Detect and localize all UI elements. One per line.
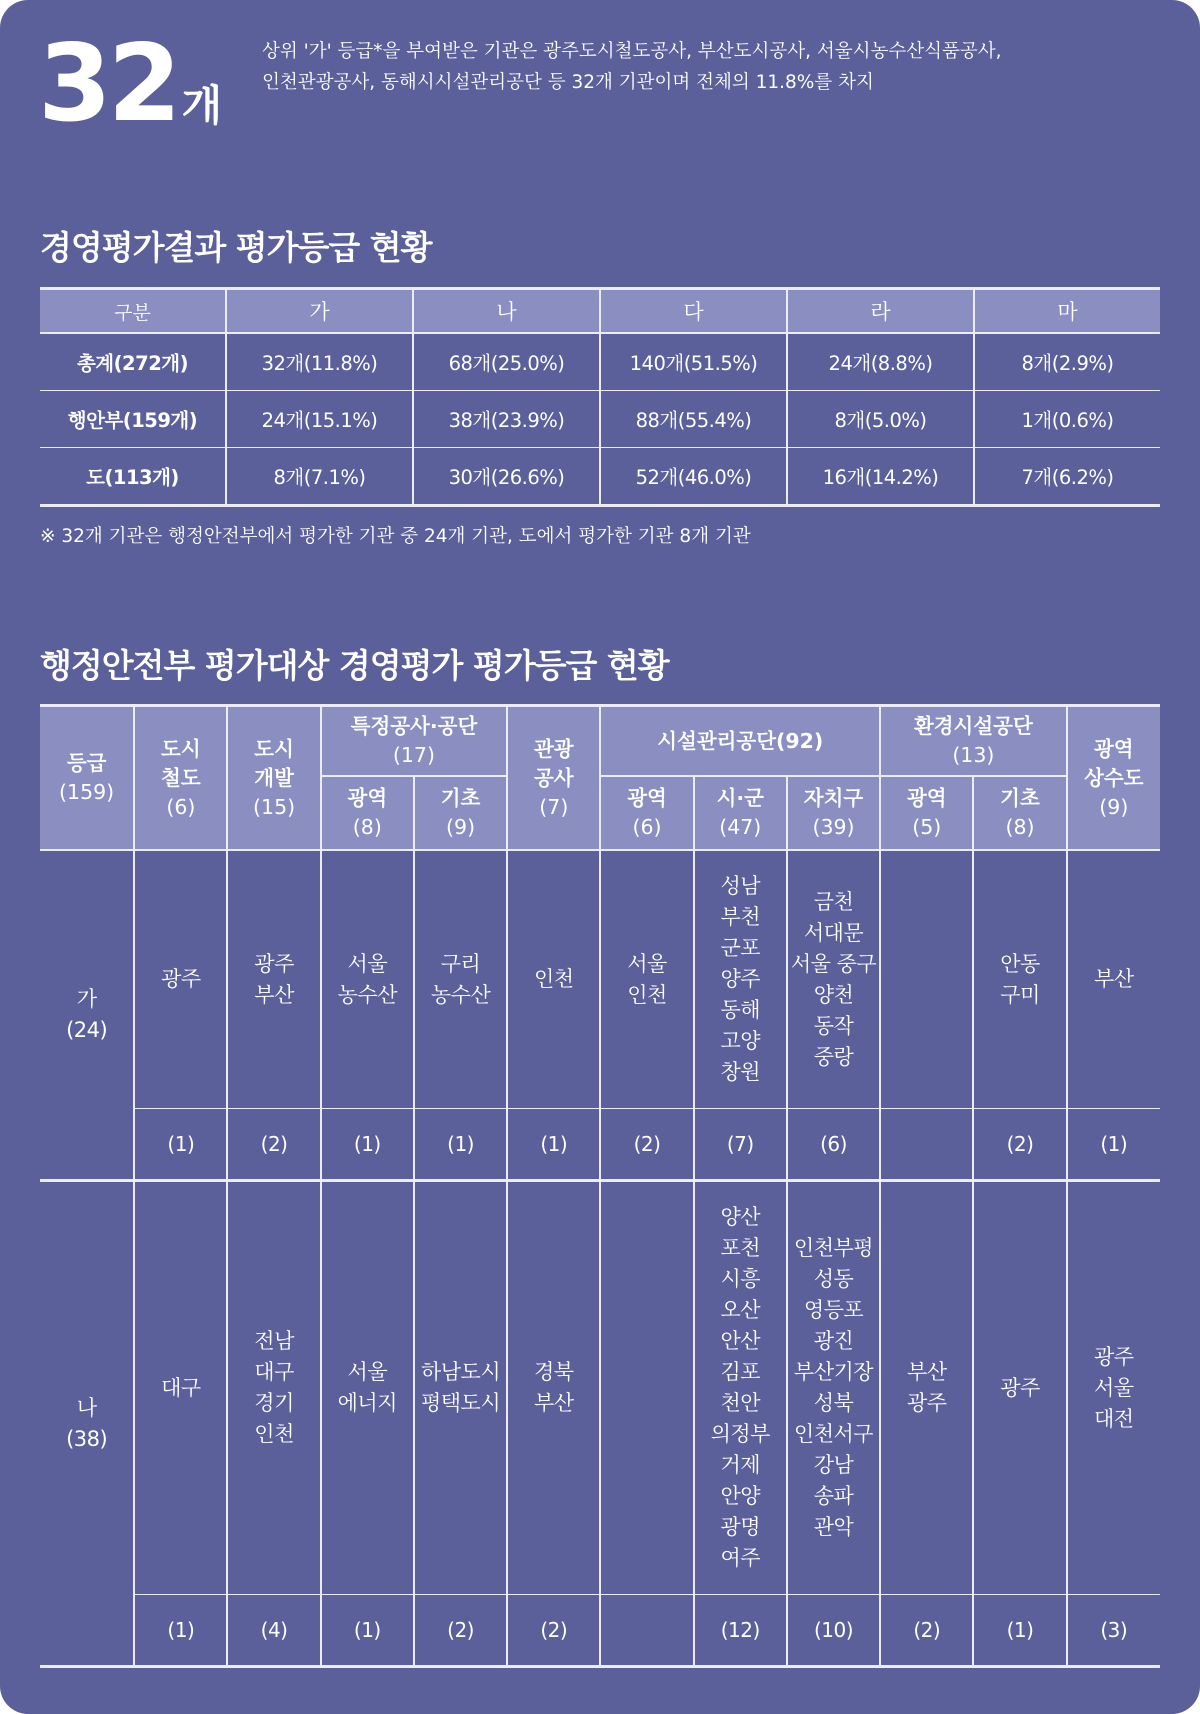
- grade-count: (38): [66, 1426, 108, 1451]
- org-name: 포천: [720, 1236, 761, 1260]
- row-label: 총계(272개): [40, 333, 226, 391]
- header-text: 상수도: [1084, 765, 1144, 790]
- org-cell: [134, 1181, 227, 1595]
- header-facility-city: [694, 776, 787, 850]
- org-count: (2): [227, 1109, 320, 1181]
- header-count: (6): [632, 815, 662, 839]
- highlight-unit: 개: [181, 81, 223, 130]
- section2-title: 행정안전부 평가대상 경영평가 평가등급 현황: [40, 646, 669, 685]
- org-cell: [227, 850, 320, 1109]
- table-cell: 8개(2.9%): [974, 333, 1160, 391]
- org-cell: [134, 850, 227, 1109]
- org-name: 부산: [254, 982, 294, 1007]
- header-grade-da: 다: [600, 289, 787, 334]
- org-count: (1): [414, 1109, 507, 1181]
- header-count: (8): [1005, 815, 1035, 839]
- org-cell: [880, 1181, 973, 1595]
- table-cell: 7개(6.2%): [974, 448, 1160, 506]
- org-name: 서대문: [803, 920, 864, 945]
- header-tourism: [507, 706, 600, 851]
- header-text: 광역: [1094, 736, 1134, 761]
- org-name: 경기: [254, 1391, 294, 1415]
- table-row: [40, 448, 1160, 506]
- org-name: 인천: [627, 982, 667, 1007]
- org-name: 대전: [1094, 1406, 1134, 1431]
- header-special-basic: [414, 776, 507, 850]
- header-grade: [40, 706, 134, 851]
- org-name: 성북: [813, 1391, 854, 1415]
- table-cell: 16개(14.2%): [787, 448, 974, 506]
- table-cell: 52개(46.0%): [600, 448, 787, 506]
- org-cell: [973, 850, 1066, 1109]
- org-name: 대구: [254, 1360, 294, 1384]
- org-count: (2): [880, 1595, 973, 1667]
- org-name: 관악: [813, 1515, 854, 1539]
- org-name: 송파: [813, 1484, 854, 1508]
- org-name: 광진: [813, 1329, 854, 1353]
- org-cell: [694, 850, 787, 1109]
- org-name: 양주: [720, 967, 761, 991]
- header-facility-metro: [600, 776, 693, 850]
- org-name: 서울: [347, 1360, 388, 1384]
- org-name: 인천: [534, 967, 574, 991]
- row-label: 도(113개): [86, 466, 179, 489]
- row-label: 행안부(159개): [40, 391, 226, 448]
- table-row: [40, 391, 1160, 448]
- header-text: 광역: [627, 786, 667, 810]
- summary-header-row: [40, 289, 1160, 334]
- grade-na-count-row: [40, 1595, 1160, 1667]
- org-cell: [694, 1181, 787, 1595]
- org-name: 하남도시: [420, 1360, 501, 1384]
- org-name: 금천: [813, 889, 854, 914]
- table-cell: 1개(0.6%): [974, 391, 1160, 448]
- org-name: 대구: [161, 1375, 201, 1400]
- header-text: 특정공사·공단: [350, 714, 478, 738]
- header-count: (47): [719, 815, 762, 839]
- org-cell: [227, 1181, 320, 1595]
- grade-ga-row: [40, 850, 1160, 1109]
- org-name: 광주: [1094, 1344, 1134, 1369]
- org-count: (1): [321, 1109, 414, 1181]
- org-count: (4): [227, 1595, 320, 1667]
- grade-label: 가: [76, 987, 97, 1011]
- org-name: 중랑: [813, 1044, 854, 1069]
- org-count: (6): [787, 1109, 880, 1181]
- header-facility: [600, 706, 880, 777]
- header-count: (8): [352, 815, 382, 839]
- org-cell: [321, 850, 414, 1109]
- section1-title: 경영평가결과 평가등급 현황: [40, 228, 432, 267]
- org-name: 광주: [161, 967, 201, 991]
- org-name: 농수산: [337, 982, 397, 1007]
- header-text: 도시: [254, 736, 294, 761]
- header-grade-ga: 가: [226, 289, 413, 334]
- table-cell: 32개(11.8%): [226, 333, 413, 391]
- org-name: 의정부: [710, 1422, 770, 1446]
- header-urban-dev: [227, 706, 320, 851]
- org-count: (1): [321, 1595, 414, 1667]
- org-name: 인천부평: [793, 1236, 874, 1260]
- org-name: 평택도시: [420, 1391, 501, 1415]
- org-name: 부산: [1094, 967, 1134, 991]
- org-count: (12): [694, 1595, 787, 1667]
- org-name: 안산: [720, 1329, 761, 1353]
- table-cell: 88개(55.4%): [600, 391, 787, 448]
- org-name: 에너지: [337, 1391, 397, 1415]
- org-count: [600, 1595, 693, 1667]
- header-count: (39): [812, 815, 855, 839]
- org-name: 오산: [720, 1298, 761, 1322]
- org-name: 영등포: [803, 1298, 864, 1322]
- header-special-metro: [321, 776, 414, 850]
- grade-na-label: [40, 1181, 134, 1667]
- org-name: 김포: [720, 1360, 761, 1384]
- org-name: 고양: [720, 1029, 761, 1053]
- org-name: 안양: [720, 1484, 761, 1508]
- org-cell: [1067, 1181, 1160, 1595]
- org-name: 광주: [1000, 1375, 1040, 1400]
- org-count: (7): [694, 1109, 787, 1181]
- org-name: 구리: [440, 951, 481, 976]
- header-text: 광역: [347, 786, 388, 810]
- org-count: [880, 1109, 973, 1181]
- table-cell: 8개(7.1%): [226, 448, 413, 506]
- table-cell: 30개(26.6%): [413, 448, 600, 506]
- org-cell: [600, 1181, 693, 1595]
- highlight-number: [38, 22, 223, 145]
- mois-grade-table: [40, 704, 1160, 1668]
- header-special-corp: [321, 706, 507, 777]
- org-cell: [1067, 850, 1160, 1109]
- highlight-number-value: 32: [38, 22, 178, 145]
- org-name: 성남: [720, 874, 761, 898]
- header-text: 개발: [254, 765, 294, 790]
- header-count: (9): [1099, 794, 1129, 819]
- table-cell: 68개(25.0%): [413, 333, 600, 391]
- org-name: 서울 중구: [790, 951, 877, 976]
- org-name: 전남: [254, 1329, 294, 1353]
- header-category: 구분: [40, 289, 226, 334]
- grade-ga-count-row: [40, 1109, 1160, 1181]
- header-water: [1067, 706, 1160, 851]
- highlight-description: [262, 36, 1162, 98]
- org-cell: [787, 850, 880, 1109]
- header-count: (9): [446, 815, 476, 839]
- header-text: 자치구: [803, 786, 864, 810]
- org-name: 강남: [813, 1453, 854, 1477]
- description-line-2: 인천관광공사, 동해시시설관리공단 등 32개 기관이며 전체의 11.8%를 차지: [262, 72, 874, 93]
- header-grade-ra: 라: [787, 289, 974, 334]
- header-grade-na: 나: [413, 289, 600, 334]
- org-count: (1): [134, 1109, 227, 1181]
- org-name: 광주: [254, 951, 294, 976]
- grade-summary-table: [40, 287, 1160, 507]
- org-count: (10): [787, 1595, 880, 1667]
- org-cell: [787, 1181, 880, 1595]
- header-count: (13): [952, 743, 995, 767]
- header-text: 광역: [906, 786, 947, 810]
- table-cell: 38개(23.9%): [413, 391, 600, 448]
- table-cell: 24개(8.8%): [787, 333, 974, 391]
- header-grade-ma: 마: [974, 289, 1160, 334]
- org-name: 양산: [720, 1205, 761, 1229]
- org-count: (1): [973, 1595, 1066, 1667]
- header-count: (6): [166, 794, 196, 819]
- header-count: (5): [912, 815, 942, 839]
- org-name: 성동: [813, 1267, 854, 1291]
- org-name: 인천서구: [793, 1422, 874, 1446]
- table-row: [40, 333, 1160, 391]
- org-cell: [414, 1181, 507, 1595]
- org-name: 부산: [906, 1360, 947, 1384]
- org-name: 인천: [254, 1422, 294, 1446]
- header-text: 도시: [161, 736, 201, 761]
- header-text: 환경시설공단: [913, 714, 1033, 738]
- header-text: 철도: [161, 765, 201, 790]
- header-grade-count: (159): [59, 780, 115, 804]
- org-count: (3): [1067, 1595, 1160, 1667]
- org-name: 여주: [720, 1546, 761, 1570]
- org-name: 양천: [813, 982, 854, 1007]
- org-name: 구미: [1000, 982, 1040, 1007]
- org-cell: [321, 1181, 414, 1595]
- org-cell: [880, 850, 973, 1109]
- header-count: (15): [253, 794, 296, 819]
- org-count: (2): [507, 1595, 600, 1667]
- header-text: 시설관리공단(92): [657, 728, 824, 753]
- org-cell: [414, 850, 507, 1109]
- table-cell: 140개(51.5%): [600, 333, 787, 391]
- header-text: 시·군: [716, 786, 764, 810]
- header-count: (17): [392, 743, 435, 767]
- grade-na-row: [40, 1181, 1160, 1595]
- org-name: 부천: [720, 905, 761, 929]
- grade-ga-label: [40, 850, 134, 1181]
- org-name: 부산: [534, 1391, 574, 1415]
- org-count: (2): [973, 1109, 1066, 1181]
- org-count: (2): [600, 1109, 693, 1181]
- summary-footnote: ※ 32개 기관은 행정안전부에서 평가한 기관 중 24개 기관, 도에서 평가한 기관 8개 기관: [40, 526, 751, 547]
- table-cell: 8개(5.0%): [787, 391, 974, 448]
- org-name: 광명: [720, 1515, 761, 1539]
- org-name: 농수산: [430, 982, 491, 1007]
- org-count: (1): [134, 1595, 227, 1667]
- header-env-basic: [973, 776, 1066, 850]
- header-text: 공사: [534, 765, 574, 790]
- header-text: 기초: [440, 786, 481, 810]
- org-cell: [507, 1181, 600, 1595]
- org-name: 서울: [627, 951, 667, 976]
- org-count: (2): [414, 1595, 507, 1667]
- org-name: 서울: [1094, 1375, 1134, 1400]
- header-metro-rail: [134, 706, 227, 851]
- org-name: 동작: [813, 1013, 854, 1038]
- header-env-metro: [880, 776, 973, 850]
- org-name: 군포: [720, 936, 761, 960]
- org-name: 천안: [720, 1391, 761, 1415]
- org-name: 광주: [906, 1391, 947, 1415]
- grade-label: 나: [76, 1395, 97, 1420]
- grade-count: (24): [66, 1018, 108, 1042]
- header-row-top: [40, 706, 1160, 777]
- org-count: (1): [1067, 1109, 1160, 1181]
- org-name: 시흥: [720, 1267, 761, 1291]
- table-cell: 24개(15.1%): [226, 391, 413, 448]
- org-name: 거제: [720, 1453, 761, 1477]
- header-grade-name: 등급: [66, 751, 107, 775]
- header-text: 관광: [534, 736, 574, 761]
- org-name: 안동: [1000, 951, 1040, 976]
- org-name: 서울: [347, 951, 388, 976]
- header-text: 기초: [1000, 786, 1040, 810]
- org-name: 동해: [720, 998, 761, 1022]
- header-facility-district: [787, 776, 880, 850]
- description-line-1: 상위 '가' 등급*을 부여받은 기관은 광주도시철도공사, 부산도시공사, 서울시농수산식품공사,: [262, 41, 1002, 62]
- org-name: 부산기장: [793, 1360, 874, 1384]
- org-count: (1): [507, 1109, 600, 1181]
- org-name: 경북: [534, 1360, 574, 1384]
- org-cell: [600, 850, 693, 1109]
- org-cell: [507, 850, 600, 1109]
- header-environment: [880, 706, 1066, 777]
- org-cell: [973, 1181, 1066, 1595]
- header-count: (7): [539, 794, 569, 819]
- org-name: 창원: [720, 1060, 761, 1084]
